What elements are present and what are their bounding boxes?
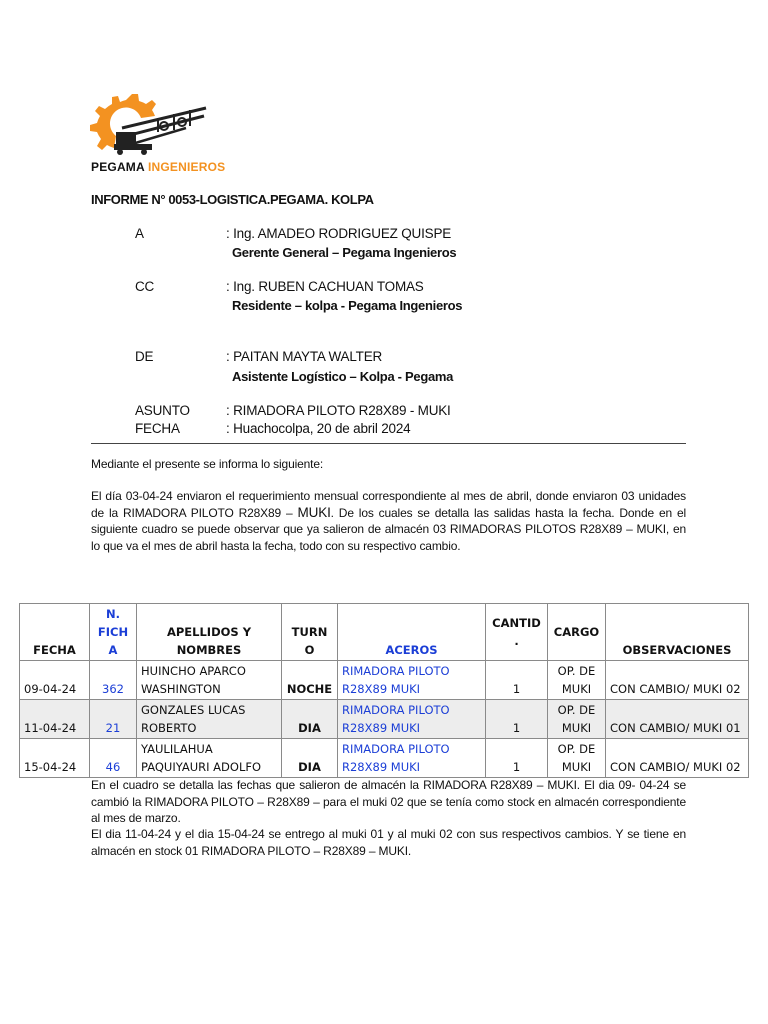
logo-name-orange: INGENIEROS [147,160,226,174]
cc-name: : Ing. RUBEN CACHUAN TOMAS [226,279,424,294]
from-role: Asistente Logístico – Kolpa - Pegama [232,369,454,384]
cell-aceros: RIMADORA PILOTO R28X89 MUKI [338,661,486,700]
cell-ficha: 362 [90,661,137,700]
date-value: : Huachocolpa, 20 de abril 2024 [226,421,411,436]
from-label: DE [135,349,154,364]
subject-value: : RIMADORA PILOTO R28X89 - MUKI [226,403,451,418]
cell-turno: DIA [282,700,338,739]
company-logo-text [91,160,225,174]
table-row [20,700,749,739]
logo-name-black: PEGAMA [91,160,145,174]
cell-cantidad: 1 [486,661,548,700]
to-name: : Ing. AMADEO RODRIGUEZ QUISPE [226,226,452,241]
para1-end: . De los cuales se detalla las salidas hasta la fecha. Donde en el siguiente cuadro se puede observar que ya salieron de almacén 03 RIMADORAS PILOTOS R28X89 – MUKI, en lo que va el mes de abril hasta la fecha, todo con su respectivo cambio. [91,505,686,553]
subject-label: ASUNTO [135,403,190,418]
header-turno: TURN O [282,604,338,661]
cc-role: Residente – kolpa - Pegama Ingenieros [232,298,463,313]
to-label: A [135,226,144,241]
report-title: INFORME N° 0053-LOGISTICA.PEGAMA. KOLPA [91,192,374,207]
cell-nombres: YAULILAHUA PAQUIYAURI ADOLFO [137,739,282,778]
para1-muki: MUKI [297,504,331,520]
header-cantidad: CANTID . [486,604,548,661]
header-observaciones: OBSERVACIONES [606,604,749,661]
cell-observaciones: CON CAMBIO/ MUKI 02 [606,739,749,778]
cell-cargo: OP. DE MUKI [548,661,606,700]
cell-cantidad: 1 [486,739,548,778]
cell-nombres: GONZALES LUCAS ROBERTO [137,700,282,739]
para1-start: El día 03-04-24 enviaron el requerimiento mensual correspondiente al mes de abril, donde enviaron 03 unidades de la RIMADORA PILOTO R28X89 – [91,489,686,520]
body-paragraph-3: El dia 11-04-24 y el dia 15-04-24 se entrego al muki 01 y al muki 02 con sus respectivos cambios. Y se tiene en almacén en stock 01 RIMADORA PILOTO – R28X89 – MUKI. [91,827,686,858]
body-paragraph-2: En el cuadro se detalla las fechas que salieron de almacén la RIMADORA R28X89 – MUKI. El dia 09- 04-24 se cambió la RIMADORA PILOTO – R28X89 – para el muki 02 que se tenía como stock en almacén correspondiente al mes de marzo. [91,778,686,825]
body-paragraph-1 [91,488,686,554]
cell-turno: DIA [282,739,338,778]
cell-fecha: 15-04-24 [20,739,90,778]
cell-observaciones: CON CAMBIO/ MUKI 02 [606,661,749,700]
cell-aceros: RIMADORA PILOTO R28X89 MUKI [338,700,486,739]
cell-fecha: 09-04-24 [20,661,90,700]
cell-turno: NOCHE [282,661,338,700]
table-header-row [20,604,749,661]
deliveries-table [19,603,749,778]
header-cargo: CARGO [548,604,606,661]
cell-cargo: OP. DE MUKI [548,700,606,739]
cc-label: CC [135,279,155,294]
cell-observaciones: CON CAMBIO/ MUKI 01 [606,700,749,739]
cell-nombres: HUINCHO APARCO WASHINGTON [137,661,282,700]
header-aceros: ACEROS [338,604,486,661]
header-divider [91,443,686,444]
table-row [20,661,749,700]
intro-text: Mediante el presente se informa lo siguiente: [91,457,324,471]
header-fecha: FECHA [20,604,90,661]
date-label: FECHA [135,421,180,436]
cell-ficha: 46 [90,739,137,778]
to-role: Gerente General – Pegama Ingenieros [232,245,457,260]
cell-cantidad: 1 [486,700,548,739]
header-ficha: N. FICH A [90,604,137,661]
cell-aceros: RIMADORA PILOTO R28X89 MUKI [338,739,486,778]
cell-cargo: OP. DE MUKI [548,739,606,778]
from-name: : PAITAN MAYTA WALTER [226,349,383,364]
cell-fecha: 11-04-24 [20,700,90,739]
cell-ficha: 21 [90,700,137,739]
table-row [20,739,749,778]
header-nombres: APELLIDOS Y NOMBRES [137,604,282,661]
